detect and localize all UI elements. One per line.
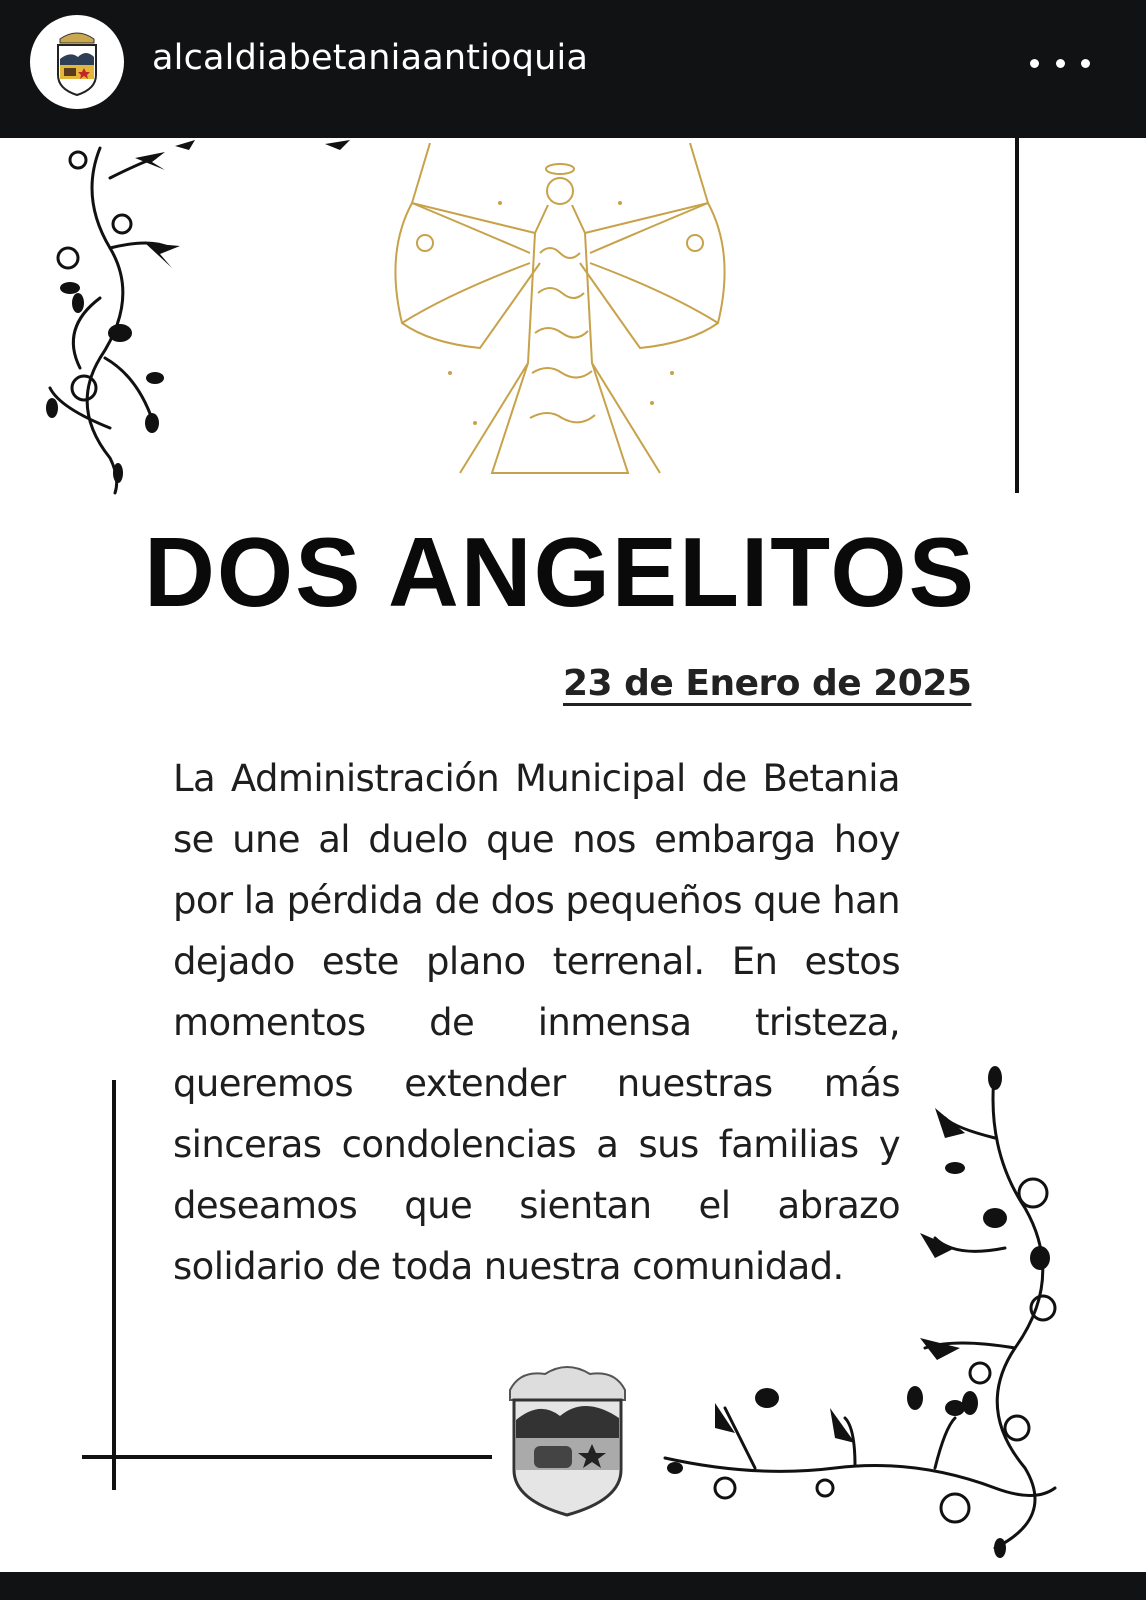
account-username[interactable]: alcaldiabetaniaantioquia bbox=[152, 38, 589, 78]
betania-coat-of-arms-icon bbox=[500, 1360, 635, 1520]
leaf-ornament-icon bbox=[175, 138, 355, 158]
post-header bbox=[0, 0, 1146, 138]
post-title: DOS ANGELITOS bbox=[144, 517, 976, 627]
post-footer-bar bbox=[0, 1572, 1146, 1600]
dot bbox=[1081, 59, 1090, 68]
floral-ornament-top-left-icon bbox=[40, 138, 200, 498]
angel-illustration-icon bbox=[390, 143, 730, 483]
municipal-crest-icon bbox=[30, 15, 124, 109]
dot bbox=[1056, 59, 1065, 68]
frame-line-right bbox=[1015, 138, 1019, 493]
frame-line-left bbox=[112, 1080, 116, 1490]
condolence-message: La Administración Municipal de Betania se une al duelo que nos embarga hoy por la pérdida de dos pequeños que han dejado este plano terrenal. En estos momentos de inmensa tristeza, queremos extender nuestras más sinceras condolencias a sus familias y deseamos que sientan el abrazo solidario de toda nuestra comunidad. bbox=[173, 757, 900, 1288]
dot bbox=[1030, 59, 1039, 68]
post-date: 23 de Enero de 2025 bbox=[563, 663, 972, 704]
profile-avatar[interactable] bbox=[30, 15, 124, 109]
post-image bbox=[0, 138, 1146, 1572]
floral-ornament-bottom-right-icon bbox=[655, 1048, 1075, 1568]
more-options-icon[interactable] bbox=[1030, 48, 1090, 78]
frame-line-bottom bbox=[82, 1455, 492, 1459]
